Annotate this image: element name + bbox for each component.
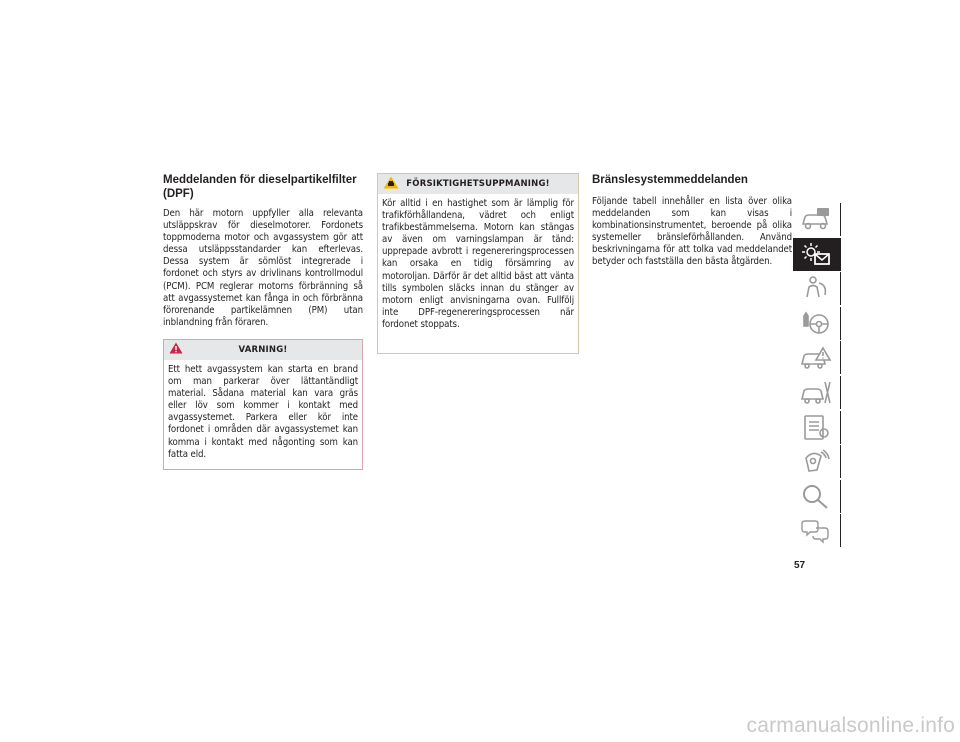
fuel-paragraph: Följande tabell innehåller en lista över olika meddelanden som kan visas i kombinationsinstrumentet, beroende på olika systemeller bränsleförhållanden. Använd beskrivningarna för att tolka vad meddelandet betyder och fastställa den bästa åtgärden. (592, 196, 792, 268)
caution-text: Kör alltid i en hastighet som är lämplig för trafikförhållandena, vädret och enligt trafikbestämmelserna. Motorn kan stängas av även om varningslampan är tänd: upprepade avbrott i regenereringsprocessen kan orsaka en tidig försämring av motoroljan. Därför är det alltid bäst att vänta tills symbolen släcks innan du stänger av motorn enligt anvisningarna ovan. Fullfölj inte DPF-regenereringsprocessen när fordonet stoppats. (382, 198, 574, 330)
specifications-icon (799, 414, 833, 441)
tab-dashboard-messages[interactable] (793, 238, 841, 271)
tab-emergency[interactable] (793, 341, 841, 374)
service-maintenance-icon (799, 379, 833, 406)
safety-airbag-icon (799, 275, 833, 302)
tab-service-maintenance[interactable] (793, 376, 841, 409)
watermark: carmanualsonline.info (746, 714, 955, 737)
dashboard-message-icon (799, 241, 833, 268)
caution-title: FÖRSIKTIGHETSUPPMANING! (406, 179, 550, 189)
starting-driving-icon (799, 310, 833, 337)
section-heading-fuel: Bränslesystemmeddelanden (592, 174, 748, 186)
section-heading-dpf (163, 173, 363, 201)
languages-icon (799, 517, 833, 544)
heading-line-2: (DPF) (163, 188, 194, 200)
emergency-icon (799, 344, 833, 371)
multimedia-icon (799, 448, 833, 475)
warning-box (163, 339, 363, 470)
warning-text: Ett hett avgassystem kan starta en brand om man parkerar över lättantändligt material. Sådana material kan vara gräs eller löv som kommer i kontakt med avgassystemet. Parkera eller kör inte fordonet i områden där avgassystemet kan komma i kontakt med någonting som kan fatta eld. (168, 364, 358, 460)
warning-header (164, 340, 362, 360)
caution-header (378, 174, 578, 194)
heading-line-1: Meddelanden för dieselpartikelfilter (163, 174, 357, 186)
warning-triangle-icon (169, 342, 183, 354)
index-search-icon (799, 483, 833, 510)
warning-title: VARNING! (238, 345, 288, 355)
chapter-tabs (793, 203, 841, 549)
caution-box (377, 173, 579, 354)
tab-languages[interactable] (793, 514, 841, 547)
tab-car-info[interactable] (793, 203, 841, 236)
left-column (163, 173, 363, 329)
caution-triangle-icon (383, 176, 399, 189)
page-number: 57 (794, 560, 806, 571)
tab-safety[interactable] (793, 272, 841, 305)
tab-starting-driving[interactable] (793, 307, 841, 340)
car-info-icon (799, 206, 833, 233)
dpf-paragraph: Den här motorn uppfyller alla relevanta utsläppskrav för dieselmotorer. Fordonets toppmoderna motor och avgassystem gör att dessa utsläppsstandarder kan efterlevas. Dessa system är sömlöst integrerade i fordonet och styrs av drivlinans kontrollmodul (PCM). PCM reglerar motorns förbränning så att avgassystemet kan fånga in och förbränna förorenande partikelämnen (PM) utan inblandning från föraren. (163, 208, 363, 328)
tab-multimedia[interactable] (793, 445, 841, 478)
right-column (592, 173, 792, 269)
tab-specifications[interactable] (793, 411, 841, 444)
tab-index[interactable] (793, 480, 841, 513)
